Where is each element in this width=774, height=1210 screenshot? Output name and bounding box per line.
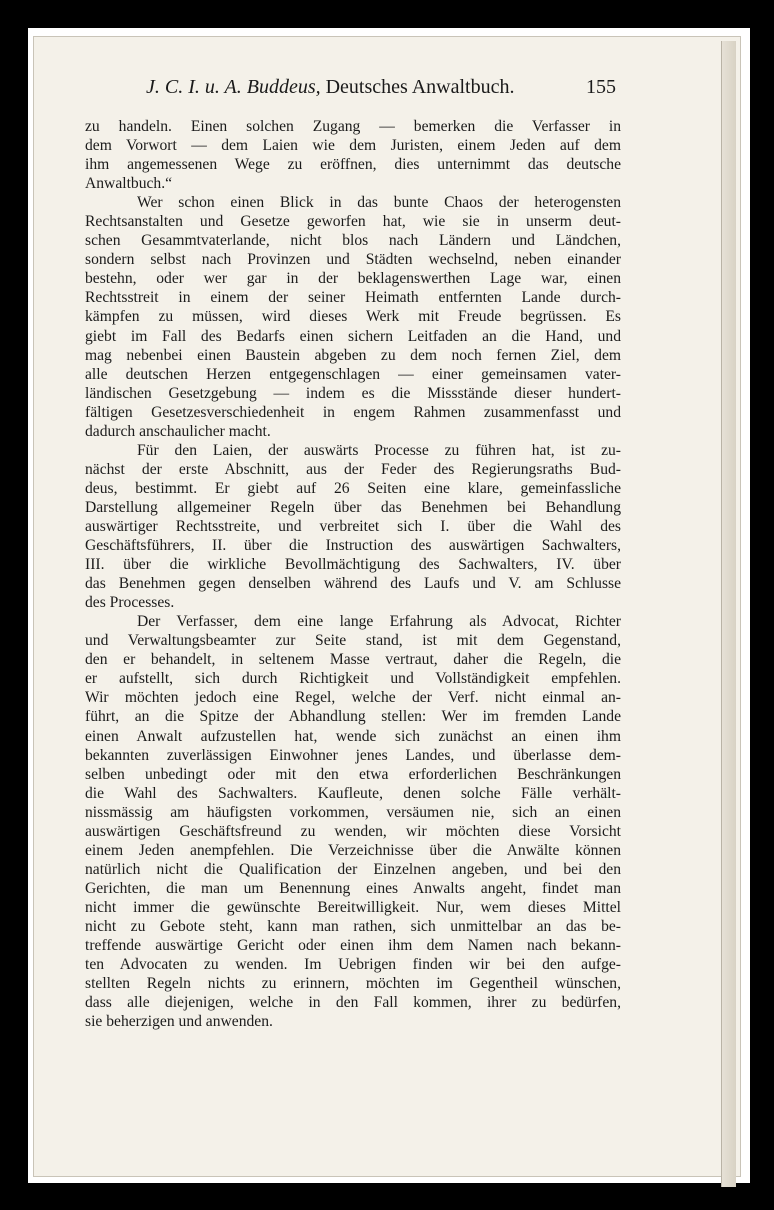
text-line: Anwaltbuch.“ bbox=[85, 175, 173, 193]
text-line: des Processes. bbox=[85, 594, 175, 612]
main-text bbox=[85, 117, 621, 1031]
text-line: auswärtiger Rechtsstreite, und verbreitet sich I. über die Wahl des bbox=[85, 517, 621, 535]
running-header bbox=[146, 76, 616, 106]
text-line: sie beherzigen und anwenden. bbox=[85, 1013, 273, 1031]
text-line: alle deutschen Herzen entgegenschlagen — einer gemeinsamen vater- bbox=[85, 365, 621, 383]
text-line: Wir möchten jedoch eine Regel, welche der Verf. nicht einmal an- bbox=[85, 689, 621, 707]
text-line: nicht immer die gewünschte Bereitwilligkeit. Nur, wem dieses Mittel bbox=[85, 898, 621, 916]
text-line: das Benehmen gegen denselben während des Laufs und V. am Schlusse bbox=[85, 575, 621, 593]
text-line: Geschäftsführers, II. über die Instruction des auswärtigen Sachwalters, bbox=[85, 537, 621, 555]
header-citation: J. C. I. u. A. Buddeus, bbox=[146, 76, 321, 98]
text-line: den er behandelt, in seltenem Masse vertraut, daher die Regeln, die bbox=[85, 651, 621, 669]
text-line: und Verwaltungsbeamter zur Seite stand, ist mit dem Gegenstand, bbox=[85, 632, 621, 650]
text-line: nissmässig am häufigsten vorkommen, versäumen nie, sich an einen bbox=[85, 803, 621, 821]
text-line: zu handeln. Einen solchen Zugang — bemerken die Verfasser in bbox=[85, 118, 621, 135]
text-line: Der Verfasser, dem eine lange Erfahrung als Advocat, Richter bbox=[137, 613, 621, 631]
text-line: schen Gesammtvaterlande, nicht blos nach Ländern und Ländchen, bbox=[85, 232, 621, 250]
text-line: kämpfen zu müssen, wird dieses Werk mit Freude begrüssen. Es bbox=[85, 308, 621, 326]
text-line: natürlich nicht die Qualification der Einzelnen angeben, und bei den bbox=[85, 860, 621, 878]
text-line: Rechtsstreit in einem der seiner Heimath entfernten Lande durch- bbox=[85, 289, 621, 307]
text-line: mag nebenbei einen Baustein abgeben zu dem noch fernen Ziel, dem bbox=[85, 346, 621, 364]
text-line: Darstellung allgemeiner Regeln über das Benehmen bei Behandlung bbox=[85, 498, 621, 516]
text-line: Rechtsanstalten und Gesetze geworfen hat, wie sie in unserm deut- bbox=[85, 213, 621, 231]
text-line: die Wahl des Sachwalters. Kaufleute, denen solche Fälle verhält- bbox=[85, 784, 621, 802]
text-line: dem Vorwort — dem Laien wie dem Juristen, einem Jeden auf dem bbox=[85, 137, 621, 155]
text-line: sondern selbst nach Provinzen und Städten wechselnd, neben einander bbox=[85, 251, 621, 269]
page-edge-shadow bbox=[721, 41, 736, 1187]
text-line: dass alle diejenigen, welche in den Fall kommen, ihrer zu bedürfen, bbox=[85, 994, 621, 1012]
text-line: er aufstellt, sich durch Richtigkeit und Vollständigkeit empfehlen. bbox=[85, 670, 621, 688]
text-line: nicht zu Gebote steht, kann man rathen, sich unmittelbar an das be- bbox=[85, 917, 621, 935]
text-line: bekannten zuverlässigen Einwohner jenes Landes, und überlasse dem- bbox=[85, 746, 621, 764]
text-line: Für den Laien, der auswärts Processe zu führen hat, ist zu- bbox=[137, 441, 621, 459]
text-line: einem Jeden anempfehlen. Die Verzeichnisse über die Anwälte können bbox=[85, 841, 621, 859]
text-line: einen Anwalt aufzustellen hat, wende sich zunächst an einen ihm bbox=[85, 727, 621, 745]
text-line: giebt im Fall des Bedarfs einen sichern Leitfaden an die Hand, und bbox=[85, 327, 621, 345]
text-line: führt, an die Spitze der Abhandlung stellen: Wer im fremden Lande bbox=[85, 708, 621, 726]
text-line: Gerichten, die man um Benennung eines Anwalts angeht, findet man bbox=[85, 879, 621, 897]
text-line: dadurch anschaulicher macht. bbox=[85, 422, 271, 440]
text-line: treffende auswärtige Gericht oder einen ihm dem Namen nach bekann- bbox=[85, 937, 621, 955]
text-line: III. über die wirkliche Bevollmächtigung des Sachwalters, IV. über bbox=[85, 556, 621, 574]
text-line: nächst der erste Abschnitt, aus der Feder des Regierungsraths Bud- bbox=[85, 460, 621, 478]
text-line: fältigen Gesetzesverschiedenheit in engem Rahmen zusammenfasst und bbox=[85, 403, 621, 421]
text-line: selben unbedingt oder mit den etwa erforderlichen Beschränkungen bbox=[85, 765, 621, 783]
page-number: 155 bbox=[586, 76, 616, 98]
text-line: Wer schon einen Blick in das bunte Chaos der heterogensten bbox=[137, 194, 621, 212]
text-line: stellten Regeln nichts zu erinnern, möchten im Gegentheil wünschen, bbox=[85, 975, 621, 993]
text-line: deus, bestimmt. Er giebt auf 26 Seiten eine klare, gemeinfassliche bbox=[85, 479, 621, 497]
header-title: Deutsches Anwaltbuch. bbox=[325, 76, 515, 98]
text-line: ten Advocaten zu wenden. Im Uebrigen finden wir bei den aufge- bbox=[85, 956, 621, 974]
text-line: bestehn, oder wer gar in der beklagenswerthen Lage war, einen bbox=[85, 270, 621, 288]
text-line: ihm angemessenen Wege zu eröffnen, dies unternimmt das deutsche bbox=[85, 156, 621, 174]
text-line: auswärtigen Geschäftsfreund zu wenden, wir möchten diese Vorsicht bbox=[85, 822, 621, 840]
text-line: ländischen Gesetzgebung — indem es die Missstände dieser hundert- bbox=[85, 384, 621, 402]
